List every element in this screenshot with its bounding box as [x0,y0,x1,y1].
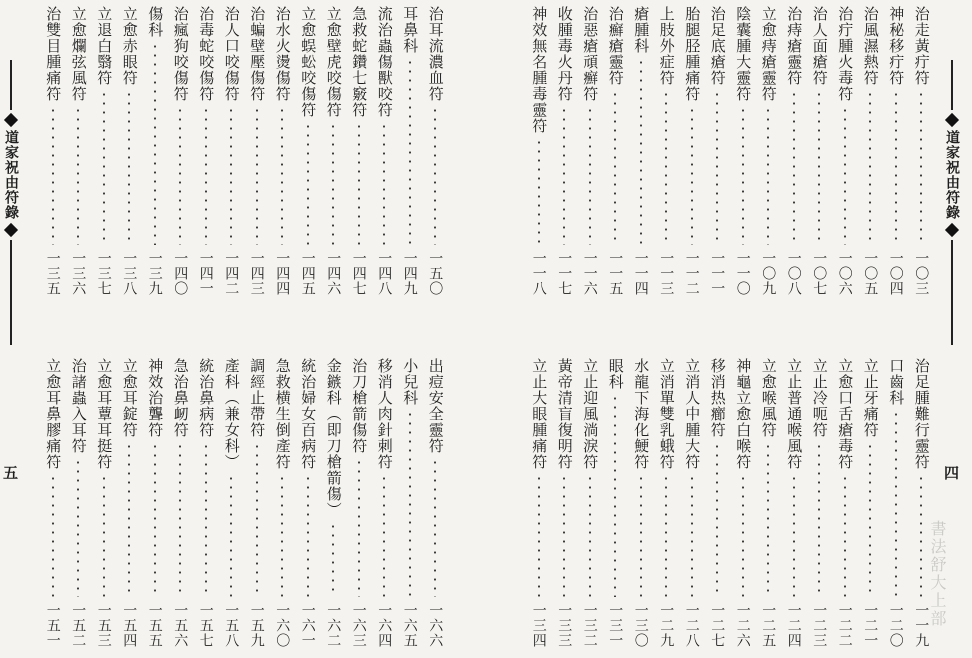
toc-leader-dots [691,106,693,245]
toc-entry [91,358,117,648]
toc-entry [270,358,296,648]
toc-leader-dots [920,474,922,597]
toc-page-number: 一一〇 [734,251,751,296]
toc-entry [66,6,92,296]
toc-leader-dots [614,394,616,597]
left-side-tab [0,60,22,345]
toc-entry [756,358,782,648]
toc-entry-title: 治水火燙傷符 [273,6,292,102]
toc-entry [193,358,219,648]
toc-entry-title: 立退白翳符 [95,6,114,86]
toc-leader-dots [434,106,436,245]
toc-page-number: 一一六 [581,251,598,296]
toc-entry [577,358,603,648]
toc-entry [117,358,143,648]
toc-entry [91,6,117,296]
toc-page-number: 一二二 [836,603,853,648]
toc-entry-title: 口齒科 [887,358,906,406]
toc-entry [295,6,321,296]
background-stamp: 書法舒大上部 [928,520,947,628]
toc-entry-title: 調經止帶符 [248,358,267,438]
toc-page-number: 一四七 [350,251,367,296]
toc-entry-title: 收腫毒火丹符 [555,6,574,102]
toc-entry [832,358,858,648]
toc-entry-title: 產科（兼女科） [222,358,241,470]
left-bottom-entries [40,358,448,648]
toc-entry-title: 陰囊腫大靈符 [734,6,753,102]
right-folio: 四 [944,464,960,482]
toc-entry-title: 立愈耳錠符 [120,358,139,438]
toc-page-number: 一四九 [401,251,418,296]
diamond-icon [945,113,959,127]
toc-page-number: 一四〇 [172,251,189,296]
toc-entry-title: 神龜立愈白喉符 [734,358,753,470]
toc-entry [193,6,219,296]
toc-entry [244,358,270,648]
toc-entry-title: 治瘋狗咬傷符 [171,6,190,102]
toc-page-number: 一六一 [299,603,316,648]
toc-entry [654,6,680,296]
toc-page-number: 一〇四 [887,251,904,296]
toc-entry-title: 水龍下海化鯁符 [632,358,651,470]
toc-entry [679,358,705,648]
toc-entry [526,6,552,296]
right-bottom-entries [526,358,934,648]
toc-entry [577,6,603,296]
toc-entry-title: 傷科 [146,6,165,38]
left-folio: 五 [3,464,19,482]
toc-page-number: 一一二 [683,251,700,296]
toc-page-number: 一二一 [862,603,879,648]
toc-page-number: 一二九 [658,603,675,648]
toc-page-number: 一〇五 [862,251,879,296]
toc-entry [372,358,398,648]
toc-entry-title: 立愈蜈蚣咬傷符 [299,6,318,118]
toc-entry-title: 治耳流濃血符 [426,6,445,102]
toc-page-number: 一〇九 [760,251,777,296]
diamond-icon [4,113,18,127]
toc-entry-title: 治毒蛇咬傷符 [197,6,216,102]
toc-entry-title: 小兒科 [401,358,420,406]
toc-entry [244,6,270,296]
toc-leader-dots [358,458,360,597]
toc-page-number: 一三四 [530,603,547,648]
toc-page-number: 一二四 [785,603,802,648]
toc-entry [628,6,654,296]
toc-entry [117,6,143,296]
toc-leader-dots [154,42,156,245]
toc-leader-dots [895,410,897,597]
toc-entry-title: 治蝙壁壓傷符 [248,6,267,102]
toc-leader-dots [77,458,79,597]
toc-entry [526,358,552,648]
toc-leader-dots [179,106,181,245]
toc-leader-dots [793,90,795,245]
toc-leader-dots [409,58,411,245]
toc-entry [66,358,92,648]
toc-page-number: 一一四 [632,251,649,296]
toc-entry [858,358,884,648]
toc-entry-title: 治惡瘡頑癬符 [581,6,600,102]
toc-entry [423,6,449,296]
toc-leader-dots [614,90,616,245]
toc-leader-dots [869,442,871,597]
toc-leader-dots [767,442,769,597]
toc-leader-dots [844,474,846,597]
toc-page-number: 一六四 [376,603,393,648]
toc-page-number: 一三九 [146,251,163,296]
toc-entry [142,6,168,296]
toc-entry-title: 立愈喉風符 [759,358,778,438]
toc-entry [603,6,629,296]
toc-entry [603,358,629,648]
toc-leader-dots [307,122,309,245]
toc-entry [219,358,245,648]
toc-page-number: 一五一 [44,603,61,648]
right-page [486,0,972,658]
toc-entry-title: 立止普通喉風符 [785,358,804,470]
toc-page-number: 一三六 [70,251,87,296]
toc-entry [858,6,884,296]
toc-page-number: 一一三 [658,251,675,296]
toc-entry [321,6,347,296]
toc-entry-title: 立消人中腫大符 [683,358,702,470]
toc-leader-dots [665,474,667,597]
toc-leader-dots [281,474,283,597]
toc-entry-title: 胎腿胫腫痛符 [683,6,702,102]
toc-entry-title: 立愈痔瘡靈符 [759,6,778,102]
toc-entry [372,6,398,296]
toc-entry [883,358,909,648]
toc-page-number: 一四二 [223,251,240,296]
toc-entry [321,358,347,648]
toc-entry-title: 移消人肉針刺符 [375,358,394,470]
toc-entry [346,358,372,648]
toc-entry-title: 急救蛇鑽七竅符 [350,6,369,118]
toc-page-number: 一〇八 [785,251,802,296]
toc-entry [397,358,423,648]
toc-page-number: 一四五 [299,251,316,296]
toc-entry-title: 立止冷呃符 [810,358,829,438]
toc-leader-dots [358,122,360,245]
toc-entry-title: 黃帝清盲復明符 [555,358,574,470]
toc-entry-title: 立止迎風淌淚符 [581,358,600,470]
toc-leader-dots [818,442,820,597]
toc-page-number: 一四八 [376,251,393,296]
toc-page-number: 一五九 [248,603,265,648]
toc-page-number: 一二八 [683,603,700,648]
toc-page-number: 一六二 [325,603,342,648]
toc-leader-dots [869,90,871,245]
toc-page-number: 一三一 [607,603,624,648]
toc-entry [346,6,372,296]
toc-page-number: 一四三 [248,251,265,296]
toc-entry-title: 金鏃科（即刀槍箭傷） [324,358,343,518]
toc-page-number: 一六五 [401,603,418,648]
toc-page-number: 一五三 [95,603,112,648]
diamond-icon [945,223,959,237]
toc-entry-title: 治人面瘡符 [810,6,829,86]
toc-entry [552,6,578,296]
toc-entry-title: 治走黃疔符 [912,6,931,86]
toc-entry-title: 瘡腫科 [632,6,651,54]
left-top-entries [40,6,448,296]
toc-entry-title: 流治蟲傷獸咬符 [375,6,394,118]
toc-leader-dots [281,106,283,245]
toc-entry [807,6,833,296]
toc-entry-title: 立愈口舌瘡毒符 [836,358,855,470]
toc-leader-dots [332,122,334,245]
toc-entry [807,358,833,648]
toc-page-number: 一一九 [913,603,930,648]
toc-entry-title: 治風濕熱符 [861,6,880,86]
toc-leader-dots [154,442,156,597]
toc-entry-title: 神效治聾符 [146,358,165,438]
toc-entry [654,358,680,648]
toc-page-number: 一四六 [325,251,342,296]
toc-page-number: 一一八 [530,251,547,296]
toc-leader-dots [205,442,207,597]
toc-page-number: 一一五 [607,251,624,296]
toc-leader-dots [256,106,258,245]
toc-leader-dots [332,522,334,597]
toc-entry-title: 治人口咬傷符 [222,6,241,102]
toc-entry-title: 立愈耳鼻膠痛符 [44,358,63,470]
toc-page-number: 一三八 [121,251,138,296]
toc-entry-title: 治癬瘡靈符 [606,6,625,86]
book-label: 道家祝由符錄 [3,130,19,220]
toc-entry [705,358,731,648]
toc-page-number: 一六三 [350,603,367,648]
toc-leader-dots [230,474,232,597]
toc-leader-dots [716,442,718,597]
toc-entry-title: 治雙目腫痛符 [44,6,63,102]
toc-page-number: 一二七 [709,603,726,648]
toc-leader-dots [52,474,54,597]
toc-page-number: 一三五 [44,251,61,296]
toc-entry [552,358,578,648]
toc-leader-dots [538,138,540,245]
toc-leader-dots [844,106,846,245]
toc-leader-dots [793,474,795,597]
toc-page-number: 一一七 [556,251,573,296]
toc-leader-dots [230,106,232,245]
toc-page-number: 一四一 [197,251,214,296]
toc-entry [40,358,66,648]
toc-leader-dots [409,410,411,597]
toc-leader-dots [589,474,591,597]
toc-entry [756,6,782,296]
toc-entry-title: 治刀槍箭傷符 [350,358,369,454]
toc-leader-dots [818,90,820,245]
toc-page-number: 一〇六 [836,251,853,296]
toc-entry-title: 急治鼻衂符 [171,358,190,438]
toc-entry [423,358,449,648]
toc-entry [270,6,296,296]
toc-leader-dots [383,122,385,245]
toc-entry-title: 治疔腫火毒符 [836,6,855,102]
toc-entry-title: 治痔瘡靈符 [785,6,804,86]
toc-page-number: 一一一 [709,251,726,296]
toc-entry-title: 立愈赤眼符 [120,6,139,86]
diamond-icon [4,223,18,237]
toc-leader-dots [716,90,718,245]
toc-entry-title: 眼科 [606,358,625,390]
toc-entry-title: 上肢外症符 [657,6,676,86]
right-side-tab [941,60,963,345]
toc-entry [909,6,935,296]
toc-leader-dots [538,474,540,597]
toc-leader-dots [103,474,105,597]
right-top-entries [526,6,934,296]
toc-page-number: 一五二 [70,603,87,648]
toc-leader-dots [103,90,105,245]
toc-leader-dots [383,474,385,597]
book-label: 道家祝由符錄 [944,130,960,220]
toc-page-number: 一〇七 [811,251,828,296]
toc-entry-title: 急救横生倒產符 [273,358,292,470]
toc-page-number: 一三二 [581,603,598,648]
toc-page-number: 一五七 [197,603,214,648]
toc-entry [397,6,423,296]
toc-page-number: 一六〇 [274,603,291,648]
toc-page-number: 一三七 [95,251,112,296]
toc-page-number: 一四四 [274,251,291,296]
toc-page-number: 一二六 [734,603,751,648]
toc-page-number: 一〇三 [913,251,930,296]
toc-leader-dots [128,90,130,245]
toc-entry-title: 立愈壁虎咬傷符 [324,6,343,118]
toc-entry [781,6,807,296]
toc-leader-dots [434,458,436,597]
toc-entry-title: 立消單雙乳蛾符 [657,358,676,470]
toc-page-number: 一五六 [172,603,189,648]
toc-leader-dots [179,442,181,597]
toc-entry-title: 耳鼻科 [401,6,420,54]
toc-page-number: 一五四 [121,603,138,648]
toc-leader-dots [895,90,897,245]
toc-leader-dots [256,442,258,597]
toc-entry [40,6,66,296]
toc-leader-dots [128,442,130,597]
toc-page-number: 一二五 [760,603,777,648]
toc-entry-title: 立愈耳蕈耳挺符 [95,358,114,470]
toc-leader-dots [563,106,565,245]
toc-page-number: 一三三 [556,603,573,648]
toc-leader-dots [691,474,693,597]
toc-leader-dots [307,474,309,597]
toc-entry-title: 統治鼻病符 [197,358,216,438]
toc-entry-title: 治諸蟲入耳符 [69,358,88,454]
toc-leader-dots [742,474,744,597]
toc-leader-dots [920,90,922,245]
toc-entry [781,358,807,648]
toc-page-number: 一二三 [811,603,828,648]
toc-entry [219,6,245,296]
toc-entry [168,6,194,296]
toc-leader-dots [640,58,642,245]
toc-entry [168,358,194,648]
toc-entry-title: 出痘安全靈符 [426,358,445,454]
toc-entry [705,6,731,296]
toc-entry-title: 統治婦女百病符 [299,358,318,470]
toc-entry [679,6,705,296]
toc-entry [730,358,756,648]
toc-leader-dots [767,106,769,245]
toc-entry [142,358,168,648]
toc-page-number: 一五五 [146,603,163,648]
toc-page-number: 一六六 [427,603,444,648]
toc-leader-dots [205,106,207,245]
toc-entry [883,6,909,296]
toc-leader-dots [77,106,79,245]
toc-entry [730,6,756,296]
toc-entry [832,6,858,296]
toc-page-number: 一五八 [223,603,240,648]
toc-entry-title: 立愈爛弦風符 [69,6,88,102]
toc-leader-dots [589,106,591,245]
toc-entry-title: 神效無名腫毒靈符 [530,6,549,134]
toc-page-number: 一五〇 [427,251,444,296]
toc-page-number: 一三〇 [632,603,649,648]
toc-leader-dots [742,106,744,245]
toc-entry-title: 治足腫難行靈符 [912,358,931,470]
toc-entry-title: 神秘移疔符 [887,6,906,86]
toc-entry-title: 立止牙痛符 [861,358,880,438]
toc-leader-dots [665,90,667,245]
toc-leader-dots [52,106,54,245]
toc-entry [628,358,654,648]
toc-entry-title: 立止大眼腫痛符 [530,358,549,470]
toc-page-number: 一二〇 [887,603,904,648]
toc-entry-title: 移消热癤符 [708,358,727,438]
toc-entry-title: 治足底瘡符 [708,6,727,86]
toc-entry [295,358,321,648]
toc-leader-dots [563,474,565,597]
toc-leader-dots [640,474,642,597]
